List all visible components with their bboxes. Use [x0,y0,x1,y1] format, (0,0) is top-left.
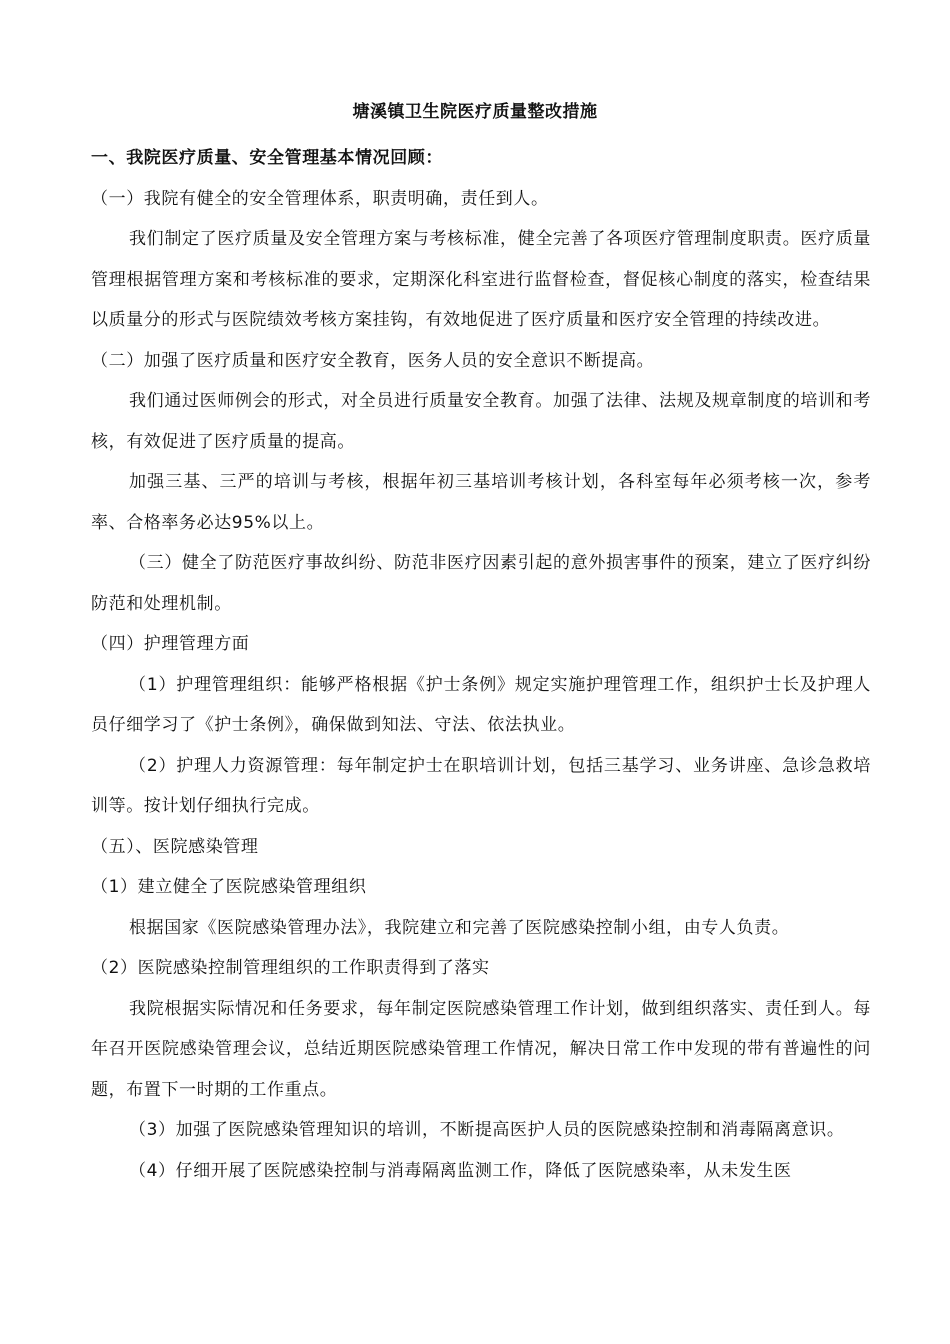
body-paragraph: （4）仔细开展了医院感染控制与消毒隔离监测工作，降低了医院感染率，从未发生医 [129,1160,792,1181]
item-heading: （2）医院感染控制管理组织的工作职责得到了落实 [91,958,490,978]
body-paragraph: 我们通过医师例会的形式，对全员进行质量安全教育。加强了法律、法规及规章制度的培训和考核，有效促进了医疗质量的提高。 [91,391,871,452]
subsection-heading: （四）护理管理方面 [91,634,250,654]
subsection-heading: （一）我院有健全的安全管理体系，职责明确，责任到人。 [91,188,549,209]
document-title: 塘溪镇卫生院医疗质量整改措施 [352,102,598,122]
subsection-heading: （五）、医院感染管理 [91,836,259,857]
body-paragraph: （1）护理管理组织：能够严格根据《护士条例》规定实施护理管理工作，组织护士长及护理人员仔细学习了《护士条例》，确保做到知法、守法、依法执业。 [91,674,871,735]
body-paragraph: 我们制定了医疗质量及安全管理方案与考核标准，健全完善了各项医疗管理制度职责。医疗质量管理根据管理方案和考核标准的要求，定期深化科室进行监督检查，督促核心制度的落实，检查结果以质量分的形式与医院绩效考核方案挂钩，有效地促进了医疗质量和医疗安全管理的持续改进。 [91,229,871,330]
body-paragraph: 我院根据实际情况和任务要求，每年制定医院感染管理工作计划，做到组织落实、责任到人。每年召开医院感染管理会议，总结近期医院感染管理工作情况，解决日常工作中发现的带有普遍性的问题，布置下一时期的工作重点。 [91,998,871,1100]
subsection-heading: （二）加强了医疗质量和医疗安全教育，医务人员的安全意识不断提高。 [91,350,655,371]
document-body [91,138,871,1191]
body-paragraph: 根据国家《医院感染管理办法》，我院建立和完善了医院感染控制小组，由专人负责。 [129,917,790,938]
item-heading: （1）建立健全了医院感染管理组织 [91,877,367,897]
body-paragraph: （三）健全了防范医疗事故纠纷、防范非医疗因素引起的意外损害事件的预案，建立了医疗纠纷防范和处理机制。 [91,553,871,614]
body-paragraph: 加强三基、三严的培训与考核，根据年初三基培训考核计划，各科室每年必须考核一次，参考率、合格率务必达95%以上。 [91,472,871,533]
section-heading: 一、我院医疗质量、安全管理基本情况回顾： [91,148,443,168]
body-paragraph: （2）护理人力资源管理：每年制定护士在职培训计划，包括三基学习、业务讲座、急诊急救培训等。按计划仔细执行完成。 [91,755,871,816]
body-paragraph: （3）加强了医院感染管理知识的培训，不断提高医护人员的医院感染控制和消毒隔离意识。 [129,1120,845,1140]
